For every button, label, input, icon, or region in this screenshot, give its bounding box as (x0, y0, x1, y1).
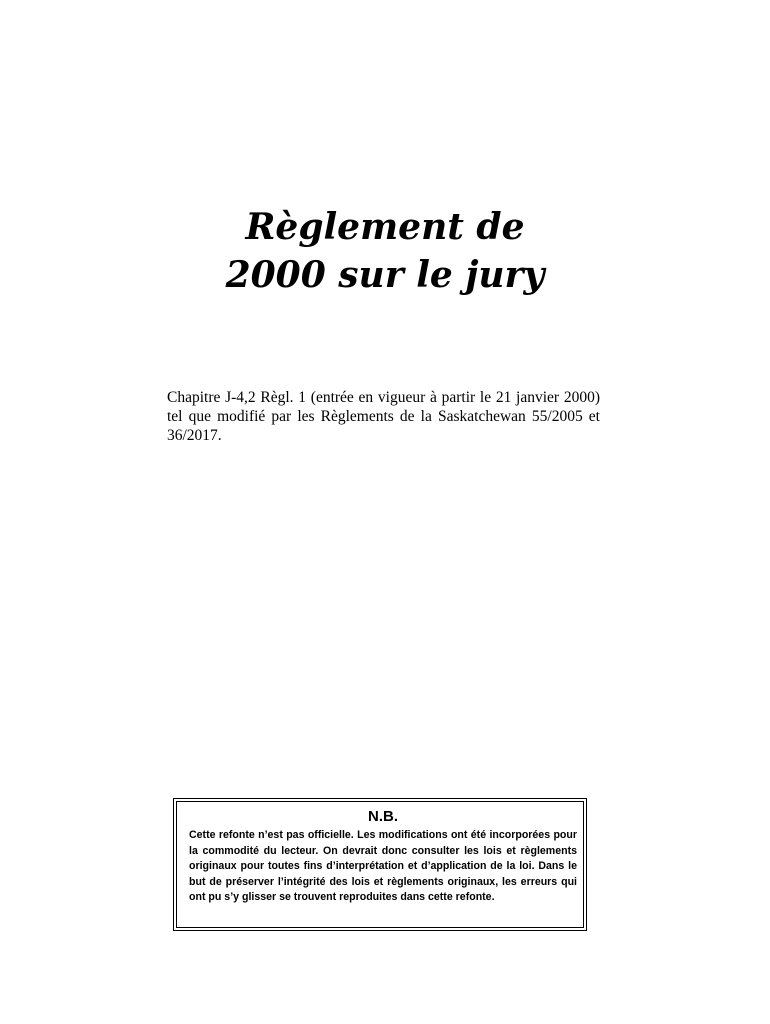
notice-box (173, 798, 587, 931)
notice-heading: N.B. (368, 808, 398, 825)
notice-text: Cette refonte n’est pas officielle. Les modifications ont été incorporées pour la commodité du lecteur. On devrait donc consulter les lois et règlements originaux pour toutes fins d’interprétation et d’application de la loi. Dans le but de préserver l’intégrité des lois et règlements originaux, les erreurs qui ont pu s’y glisser se trouvent reproduites dans cette refonte. (189, 829, 577, 904)
title-line-1: Règlement de (245, 206, 525, 248)
notice-box-inner (176, 801, 584, 928)
document-title (0, 203, 770, 299)
chapter-citation: Chapitre J-4,2 Règl. 1 (entrée en vigueur à partir le 21 janvier 2000) tel que modifié par les Règlements de la Saskatchewan 55/2005 et 36/2017. (167, 389, 600, 444)
title-line-2: 2000 sur le jury (225, 254, 545, 296)
